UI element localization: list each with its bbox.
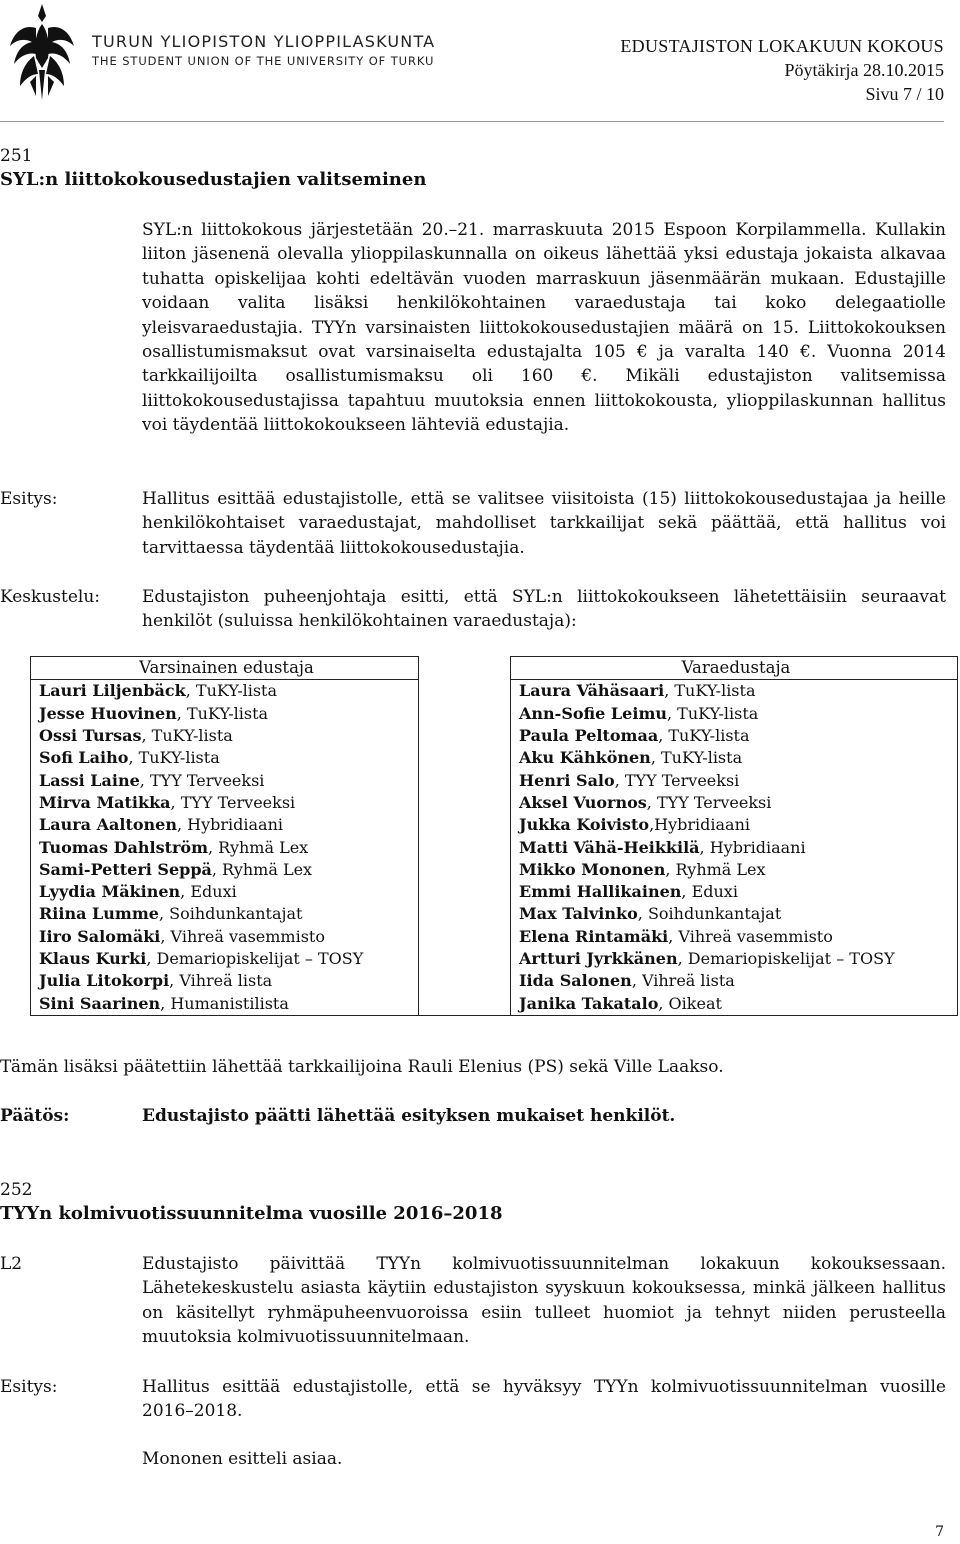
group-name: , Eduxi xyxy=(180,882,237,902)
person-name: Ossi Tursas xyxy=(39,726,142,746)
person-name: Lauri Liljenbäck xyxy=(39,681,186,701)
col-header-primary: Varsinainen edustaja xyxy=(31,657,419,680)
group-name: , Demariopiskelijat – TOSY xyxy=(146,949,364,968)
column-gap xyxy=(419,970,511,992)
person-name: Mikko Mononen xyxy=(519,859,666,879)
person-name: Emmi Hallikainen xyxy=(519,882,682,902)
group-name: , Vihreä vasemmisto xyxy=(668,926,833,946)
person-name: Klaus Kurki xyxy=(39,949,147,968)
primary-representative-cell xyxy=(31,680,419,703)
col-header-deputy: Varaedustaja xyxy=(511,657,958,680)
deputy-representative-cell xyxy=(511,926,958,948)
person-name: Sini Saarinen xyxy=(39,993,161,1013)
proposal-label: Esitys: xyxy=(0,1377,58,1397)
person-name: Max Talvinko xyxy=(519,904,638,924)
primary-representative-cell xyxy=(31,792,419,814)
group-name: , TuKY-lista xyxy=(658,726,750,746)
deputy-representative-cell xyxy=(511,769,958,791)
person-name: Matti Vähä-Heikkilä xyxy=(519,837,700,857)
student-union-emblem-icon xyxy=(6,2,78,102)
person-name: Ann-Sofie Leimu xyxy=(519,703,667,723)
proposal-text: Hallitus esittää edustajistolle, että se hyväksyy TYYn kolmivuotissuunnitelman vuosille 2016–2018. xyxy=(142,1377,946,1422)
primary-representative-cell xyxy=(31,814,419,836)
discussion-text: Edustajiston puheenjohtaja esitti, että SYL:n liittokokoukseen lähetettäisiin seuraavat henkilöt (suluissa henkilökohtainen varaedustaja): xyxy=(142,587,946,632)
deputy-representative-cell xyxy=(511,747,958,769)
group-name: , TuKY-lista xyxy=(667,703,759,723)
column-gap xyxy=(419,680,511,703)
person-name: Iida Salonen xyxy=(519,971,632,991)
table-row xyxy=(31,926,958,948)
group-name: , Soihdunkantajat xyxy=(158,904,303,924)
deputy-representative-cell xyxy=(511,703,958,725)
primary-representative-cell xyxy=(31,859,419,881)
person-name: Henri Salo xyxy=(519,770,615,790)
table-row xyxy=(31,725,958,747)
person-name: Jesse Huovinen xyxy=(39,703,177,723)
item-number: 251 xyxy=(0,146,33,166)
primary-representative-cell xyxy=(31,970,419,992)
group-name: , Vihreä vasemmisto xyxy=(160,926,325,946)
table-row xyxy=(31,903,958,925)
person-name: Laura Vähäsaari xyxy=(519,681,665,701)
item-title: TYYn kolmivuotissuunnitelma vuosille 2016–2018 xyxy=(0,1203,503,1224)
group-name: , TuKY-lista xyxy=(650,748,743,768)
group-name: , Vihreä lista xyxy=(631,971,735,991)
person-name: Riina Lumme xyxy=(39,904,159,924)
table-body xyxy=(31,680,958,1015)
deputy-representative-cell xyxy=(511,836,958,858)
presenter-text: Mononen esitteli asiaa. xyxy=(142,1449,343,1469)
meeting-title: EDUSTAJISTON LOKAKUUN KOKOUS xyxy=(620,36,944,56)
table-row xyxy=(31,792,958,814)
table-row xyxy=(31,680,958,703)
group-name: , TYY Terveeksi xyxy=(646,792,772,812)
deputy-representative-cell xyxy=(511,725,958,747)
table-row xyxy=(31,992,958,1015)
person-name: Julia Litokorpi xyxy=(39,971,170,991)
decision-label: Päätös: xyxy=(0,1106,70,1126)
column-gap xyxy=(419,814,511,836)
proposal-label: Esitys: xyxy=(0,489,58,509)
person-name: Elena Rintamäki xyxy=(519,926,669,946)
table-row xyxy=(31,948,958,970)
primary-representative-cell xyxy=(31,725,419,747)
item-title: SYL:n liittokokousedustajien valitseminen xyxy=(0,169,427,190)
person-name: Sofi Laiho xyxy=(39,748,129,768)
proposal-text: Hallitus esittää edustajistolle, että se valitsee viisitoista (15) liittokokousedustajaa ja heille henkilökohtaiset varaedustajat, mahdolliset tarkkailijat sekä päättää, että hallitus voi tarvittaessa täydentää liittokokousedustajia. xyxy=(142,489,946,558)
person-name: Lyydia Mäkinen xyxy=(39,882,181,902)
table-row xyxy=(31,747,958,769)
discussion-label: Keskustelu: xyxy=(0,587,101,607)
group-name: , Soihdunkantajat xyxy=(637,904,782,924)
primary-representative-cell xyxy=(31,769,419,791)
group-name: , TuKY-lista xyxy=(128,748,220,768)
group-name: , TYY Terveeksi xyxy=(614,770,740,790)
group-name: , TuKY-lista xyxy=(185,681,278,701)
column-gap xyxy=(419,657,511,680)
table-header-row xyxy=(31,657,958,680)
column-gap xyxy=(419,881,511,903)
column-gap xyxy=(419,769,511,791)
page-indicator: Sivu 7 / 10 xyxy=(865,84,944,104)
group-name: , Demariopiskelijat – TOSY xyxy=(677,949,895,968)
org-name-en: THE STUDENT UNION OF THE UNIVERSITY OF TURKU xyxy=(92,54,435,68)
table-row xyxy=(31,814,958,836)
primary-representative-cell xyxy=(31,881,419,903)
person-name: Iiro Salomäki xyxy=(39,926,161,946)
table-row xyxy=(31,703,958,725)
org-name-fi: TURUN YLIOPISTON YLIOPPILASKUNTA xyxy=(92,32,436,51)
person-name: Jukka Koivisto xyxy=(519,815,650,835)
group-name: , TuKY-lista xyxy=(664,681,756,701)
group-name: , TYY Terveeksi xyxy=(170,792,296,812)
group-name: , Oikeat xyxy=(658,993,722,1013)
column-gap xyxy=(419,992,511,1015)
person-name: Aksel Vuornos xyxy=(519,792,647,812)
table-row xyxy=(31,836,958,858)
column-gap xyxy=(419,747,511,769)
deputy-representative-cell xyxy=(511,992,958,1015)
primary-representative-cell xyxy=(31,903,419,925)
column-gap xyxy=(419,792,511,814)
group-name: , Vihreä lista xyxy=(169,971,273,991)
person-name: Janika Takatalo xyxy=(519,993,659,1013)
footer-page-number: 7 xyxy=(935,1524,944,1540)
group-name: , Ryhmä Lex xyxy=(208,837,309,857)
deputy-representative-cell xyxy=(511,680,958,703)
group-name: , TuKY-lista xyxy=(176,703,269,723)
group-name: , TuKY-lista xyxy=(141,726,233,746)
group-name: , Ryhmä Lex xyxy=(211,859,313,879)
item-intro-text: SYL:n liittokokous järjestetään 20.–21. marraskuuta 2015 Espoon Korpilammella. Kullakin liiton jäsenenä olevalla ylioppilaskunnalla on oikeus lähettää yksi edustaja jokaista alkavaa tuhatta opiskelijaa kohti edeltävän vuoden marraskuun jäsenmäärän mukaan. Edustajille voidaan valita lisäksi henkilökohtainen varaedustaja tai koko delegaatiolle yleisvaraedustajia. TYYn varsinaisten liittokokousedustajien määrä on 15. Liittokokouksen osallistumismaksut ovat varsinaiselta edustajalta 105 € ja varalta 140 €. Vuonna 2014 tarkkailijoilta osallistumismaksu oli 160 €. Mikäli edustajiston valitsemissa liittokokousedustajissa tapahtuu muutoksia ennen liittokokousta, ylioppilaskunnan hallitus voi täydentää liittokokoukseen lähteviä edustajia. xyxy=(142,220,946,436)
person-name: Lassi Laine xyxy=(39,770,140,790)
column-gap xyxy=(419,948,511,970)
column-gap xyxy=(419,859,511,881)
table-row xyxy=(31,859,958,881)
item-number: 252 xyxy=(0,1180,33,1200)
primary-representative-cell xyxy=(31,836,419,858)
primary-representative-cell xyxy=(31,747,419,769)
table-row xyxy=(31,881,958,903)
group-name: , Ryhmä Lex xyxy=(665,859,766,879)
column-gap xyxy=(419,836,511,858)
minutes-date: Pöytäkirja 28.10.2015 xyxy=(784,60,944,80)
deputy-representative-cell xyxy=(511,948,958,970)
group-name: , Humanistilista xyxy=(160,993,289,1013)
column-gap xyxy=(419,725,511,747)
group-name: , Eduxi xyxy=(681,882,738,902)
column-gap xyxy=(419,903,511,925)
table-row xyxy=(31,970,958,992)
person-name: Paula Peltomaa xyxy=(519,726,659,746)
group-name: , Hybridiaani xyxy=(699,837,806,857)
group-name: , Hybridiaani xyxy=(176,815,284,835)
group-name: , TYY Terveeksi xyxy=(139,770,265,790)
person-name: Mirva Matikka xyxy=(39,792,171,812)
group-name: ,Hybridiaani xyxy=(649,815,751,835)
attachment-label: L2 xyxy=(0,1254,23,1274)
deputy-representative-cell xyxy=(511,970,958,992)
person-name: Sami-Petteri Seppä xyxy=(39,859,212,879)
column-gap xyxy=(419,926,511,948)
deputy-representative-cell xyxy=(511,814,958,836)
person-name: Laura Aaltonen xyxy=(39,815,177,835)
person-name: Aku Kähkönen xyxy=(519,748,651,768)
decision-text: Edustajisto päätti lähettää esityksen mukaiset henkilöt. xyxy=(142,1106,676,1126)
primary-representative-cell xyxy=(31,992,419,1015)
primary-representative-cell xyxy=(31,926,419,948)
deputy-representative-cell xyxy=(511,792,958,814)
primary-representative-cell xyxy=(31,948,419,970)
primary-representative-cell xyxy=(31,703,419,725)
representatives-table xyxy=(30,656,958,1016)
header-divider xyxy=(0,121,944,122)
person-name: Tuomas Dahlström xyxy=(39,837,208,857)
person-name: Artturi Jyrkkänen xyxy=(519,949,678,968)
deputy-representative-cell xyxy=(511,881,958,903)
column-gap xyxy=(419,703,511,725)
table-row xyxy=(31,769,958,791)
deputy-representative-cell xyxy=(511,903,958,925)
background-text: Edustajisto päivittää TYYn kolmivuotissuunnitelman lokakuun kokouksessaan. Lähetekeskustelu asiasta käytiin edustajiston syyskuun kokouksessa, minkä jälkeen hallitus on käsitellyt ryhmäpuheenvuoroissa esiin tulleet huomiot ja tehnyt niiden perusteella muutoksia kolmivuotissuunnitelmaan. xyxy=(142,1254,946,1348)
deputy-representative-cell xyxy=(511,859,958,881)
observers-text: Tämän lisäksi päätettiin lähettää tarkkailijoina Rauli Elenius (PS) sekä Ville Laakso. xyxy=(0,1057,724,1077)
